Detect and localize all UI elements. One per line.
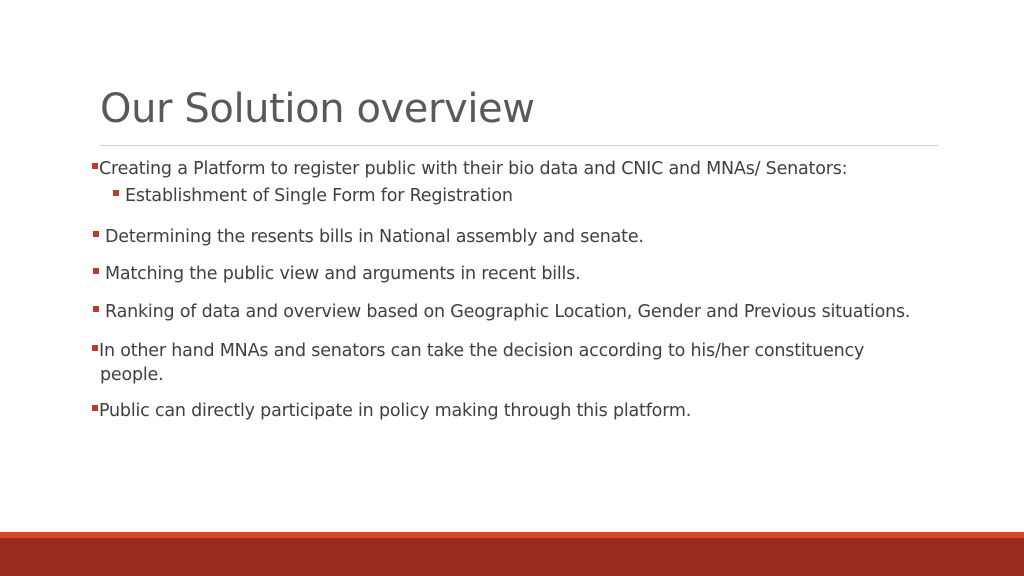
bullet-item [93, 226, 644, 249]
square-bullet-icon [92, 345, 98, 351]
square-bullet-icon [93, 306, 99, 312]
bullet-text: In other hand MNAs and senators can take the decision according to his/her constituency [99, 341, 865, 361]
bullet-item [92, 158, 847, 181]
bullet-text-continuation: people. [100, 365, 164, 385]
bullet-item [92, 340, 864, 363]
bullet-item [92, 400, 691, 423]
square-bullet-icon [113, 190, 119, 196]
square-bullet-icon [92, 405, 98, 411]
slide-title: Our Solution overview [100, 86, 535, 132]
sub-bullet-item [113, 185, 513, 208]
bullet-text: Public can directly participate in policy making through this platform. [99, 401, 692, 421]
square-bullet-icon [92, 163, 98, 169]
bullet-text: Creating a Platform to register public with their bio data and CNIC and MNAs/ Senators: [99, 159, 848, 179]
bullet-text: Determining the resents bills in National assembly and senate. [105, 227, 644, 247]
bullet-item [93, 301, 910, 324]
square-bullet-icon [93, 231, 99, 237]
bullet-item [93, 263, 581, 286]
footer-band [0, 538, 1024, 576]
bullet-text: Establishment of Single Form for Registration [125, 186, 513, 206]
bullet-text: Matching the public view and arguments in recent bills. [105, 264, 581, 284]
bullet-text: Ranking of data and overview based on Geographic Location, Gender and Previous situations. [105, 302, 911, 322]
square-bullet-icon [93, 268, 99, 274]
